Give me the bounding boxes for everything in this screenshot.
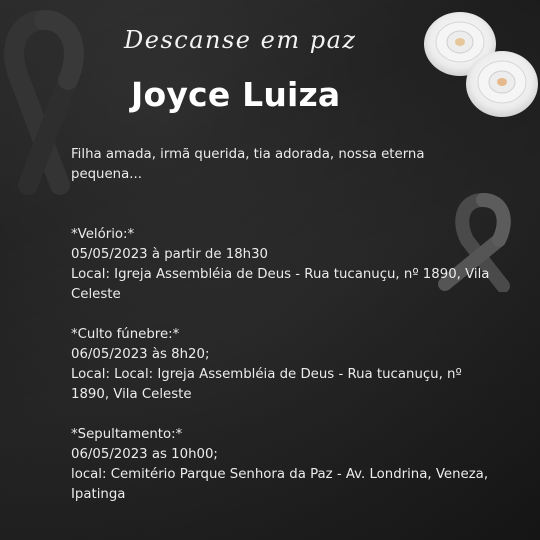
white-roses-icon [418,4,540,122]
culto-heading: *Culto fúnebre:* [71,327,180,342]
deceased-name: Joyce Luiza [131,75,341,114]
sepultamento-location: Ipatinga [71,487,126,502]
velorio-heading: *Velório:* [71,227,135,242]
obituary-text [71,145,491,505]
culto-location: Local: Local: Igreja Assembléia de Deus - Rua tucanuçu, nº [71,367,462,382]
intro-line: Filha amada, irmã querida, tia adorada, nossa eterna [71,147,425,162]
sepultamento-location: local: Cemitério Parque Senhora da Paz - Av. Londrina, Veneza, [71,467,489,482]
velorio-location: Celeste [71,287,121,302]
culto-location: 1890, Vila Celeste [71,387,192,402]
script-title: Descanse em paz [124,26,357,54]
culto-date: 06/05/2023 às 8h20; [71,347,210,362]
intro-line: pequena... [71,167,142,182]
sepultamento-date: 06/05/2023 as 10h00; [71,447,218,462]
velorio-location: Local: Igreja Assembléia de Deus - Rua tucanuçu, nº 1890, Vila [71,267,490,282]
sepultamento-heading: *Sepultamento:* [71,427,183,442]
velorio-date: 05/05/2023 à partir de 18h30 [71,247,269,262]
